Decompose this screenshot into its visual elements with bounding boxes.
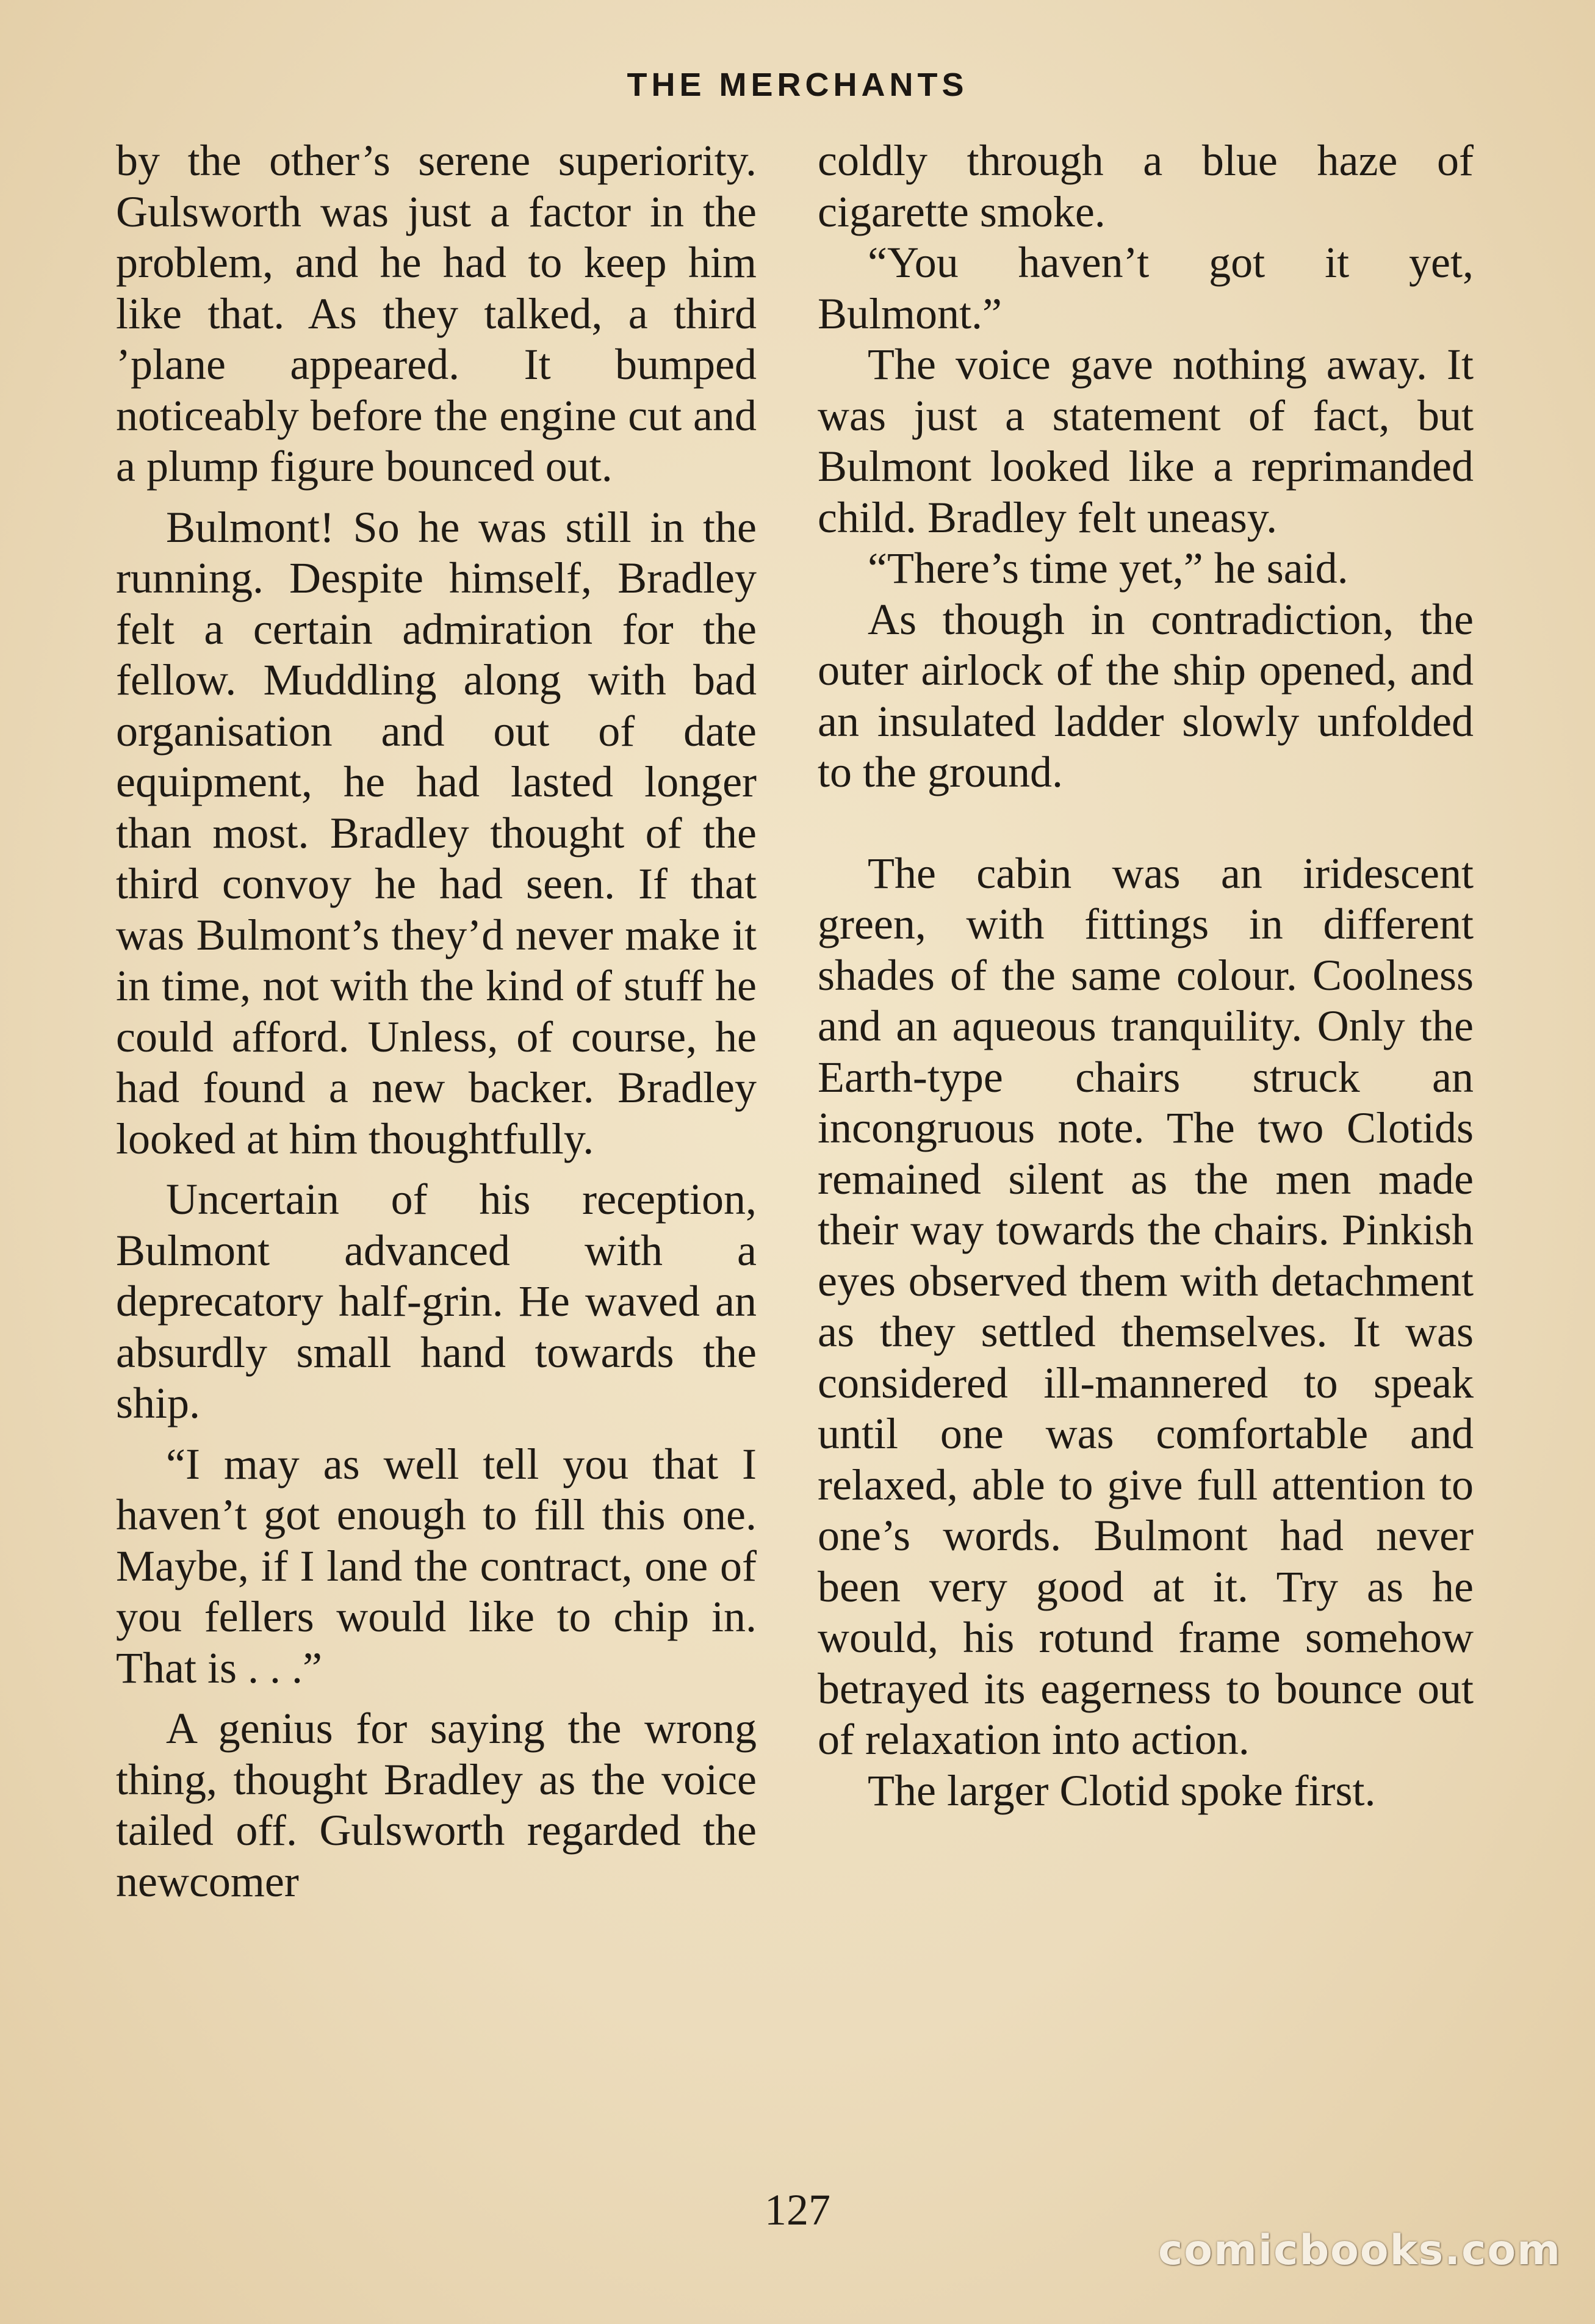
paragraph: The voice gave nothing away. It was just a statement of fact, but Bulmont looked like a reprimanded child. Bradley felt uneasy. <box>818 340 1474 542</box>
page-number: 127 <box>765 2185 830 2234</box>
left-column <box>116 135 757 1907</box>
paragraph: As though in contradiction, the outer airlock of the ship opened, and an insulated ladder slowly unfolded to the ground. <box>818 594 1474 796</box>
right-column <box>818 135 1474 1816</box>
paragraph: The larger Clotid spoke first. <box>868 1766 1376 1815</box>
running-head: THE MERCHANTS <box>627 67 968 103</box>
paragraph: coldly through a blue haze of cigarette smoke. <box>818 136 1474 236</box>
paragraph: by the other’s serene superiority. Gulsworth was just a factor in the problem, and he had to keep him like that. As they talked, a third ’plane appeared. It bumped noticeably before the engine cut and a plump figure bounced out. <box>116 136 757 491</box>
paragraph: The cabin was an iridescent green, with fittings in different shades of the same colour. Coolness and an aqueous tranquility. Only the Earth-type chairs struck an incongruous note. The two Clotids remained silent as the men made their way towards the chairs. Pinkish eyes observed them with detachment as they settled themselves. It was considered ill-mannered to speak until one was comfortable and relaxed, able to give full attention to one’s words. Bulmont had never been very good at it. Try as he would, his rotund frame somehow betrayed its eagerness to bounce out of relaxation into action. <box>818 848 1474 1764</box>
paragraph: A genius for saying the wrong thing, thought Bradley as the voice tailed off. Gulsworth regarded the newcomer <box>116 1704 757 1906</box>
paragraph: Uncertain of his reception, Bulmont advanced with a deprecatory half-grin. He waved an absurdly small hand towards the ship. <box>116 1175 757 1427</box>
paragraph: Bulmont! So he was still in the running. Despite himself, Bradley felt a certain admiration for the fellow. Muddling along with bad organisation and out of date equipment, he had lasted longer than most. Bradley thought of the third convoy he had seen. If that was Bulmont’s they’d never make it in time, not with the kind of stuff he could afford. Unless, of course, he had found a new backer. Bradley looked at him thoughtfully. <box>116 502 757 1163</box>
paragraph: “You haven’t got it yet, Bulmont.” <box>818 238 1474 338</box>
paragraph: “I may as well tell you that I haven’t got enough to fill this one. Maybe, if I land the contract, one of you fellers would like to chip in. That is . . .” <box>116 1439 757 1692</box>
watermark: comicbooks.com <box>1158 2226 1561 2275</box>
paragraph: “There’s time yet,” he said. <box>868 544 1348 593</box>
